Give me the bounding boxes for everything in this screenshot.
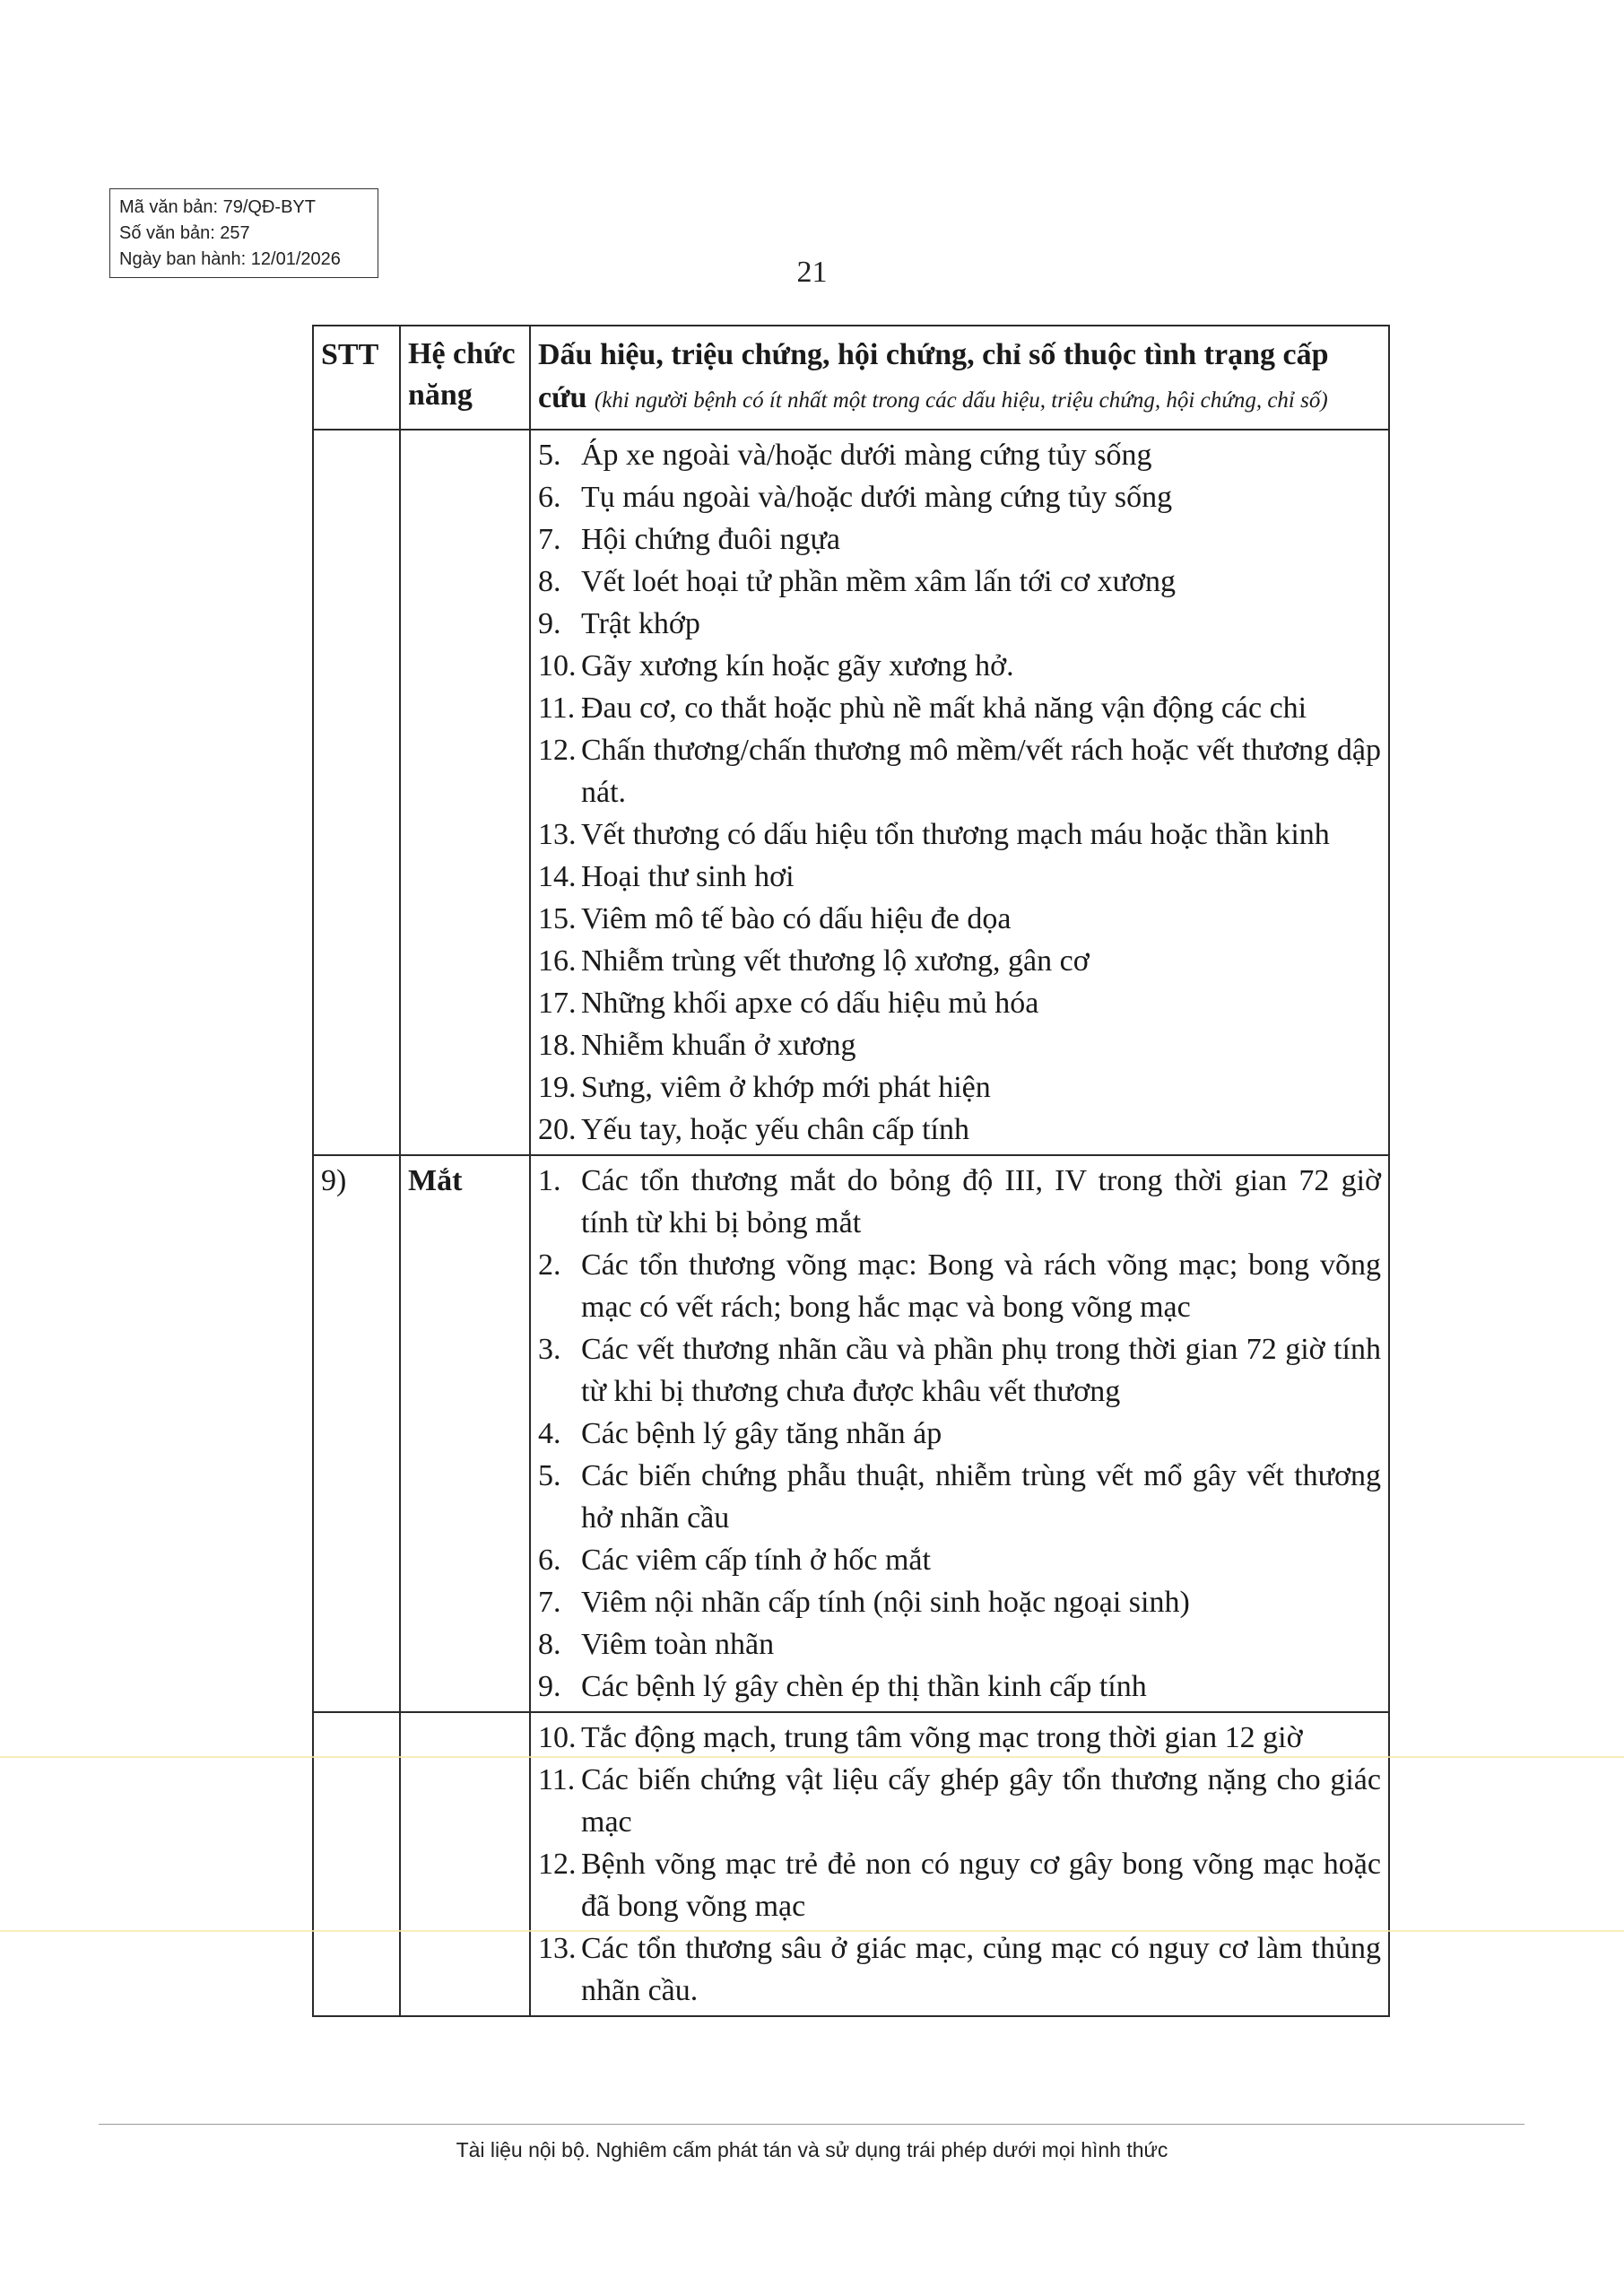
item-number: 6.	[538, 1544, 561, 1577]
item-number: 9.	[538, 1670, 561, 1703]
list-item	[538, 729, 1381, 813]
list-item	[538, 1413, 1381, 1455]
item-text: Các tổn thương sâu ở giác mạc, củng mạc có nguy cơ làm thủng nhãn cầu.	[581, 1932, 1381, 2007]
header-signs-main: Dấu hiệu, triệu chứng, hội chứng, chỉ số thuộc tình trạng cấp cứu	[538, 338, 1329, 414]
list-item	[538, 1455, 1381, 1539]
item-text: Vết thương có dấu hiệu tổn thương mạch máu hoặc thần kinh	[581, 818, 1330, 851]
item-number: 3.	[538, 1333, 561, 1366]
item-text: Nhiễm trùng vết thương lộ xương, gân cơ	[581, 944, 1090, 978]
item-text: Tắc động mạch, trung tâm võng mạc trong thời gian 12 giờ	[581, 1721, 1303, 1754]
item-number: 16.	[538, 944, 577, 978]
header-signs	[530, 326, 1389, 430]
item-number: 9.	[538, 607, 561, 640]
list-item	[538, 1927, 1381, 2012]
item-number: 4.	[538, 1417, 561, 1450]
list-item	[538, 561, 1381, 603]
list-item	[538, 434, 1381, 476]
list-item	[538, 645, 1381, 687]
item-number: 10.	[538, 649, 577, 683]
issue-date: Ngày ban hành: 12/01/2026	[119, 249, 341, 269]
item-number: 13.	[538, 1932, 577, 1965]
table-row-eye	[313, 1155, 1389, 1712]
eye-signs-cell	[530, 1155, 1389, 1712]
header-signs-note: (khi người bệnh có ít nhất một trong các dấu hiệu, triệu chứng, hội chứng, chỉ số)	[594, 388, 1328, 413]
item-number: 11.	[538, 1763, 576, 1796]
footer-divider	[99, 2124, 1524, 2125]
continued-system-cell	[400, 430, 530, 1155]
item-number: 20.	[538, 1113, 577, 1146]
list-item	[538, 1328, 1381, 1413]
item-text: Viêm nội nhãn cấp tính (nội sinh hoặc ngoại sinh)	[581, 1586, 1190, 1619]
eye-signs-list	[538, 1160, 1381, 1708]
list-item	[538, 1717, 1381, 1759]
item-text: Các bệnh lý gây chèn ép thị thần kinh cấp tính	[581, 1670, 1147, 1703]
item-number: 8.	[538, 565, 561, 598]
continued-signs-list	[538, 434, 1381, 1151]
item-text: Yếu tay, hoặc yếu chân cấp tính	[581, 1113, 970, 1146]
list-item	[538, 1759, 1381, 1843]
item-number: 2.	[538, 1248, 561, 1282]
list-item	[538, 1066, 1381, 1109]
list-item	[538, 856, 1381, 898]
item-text: Trật khớp	[581, 607, 700, 640]
scan-artifact-line	[0, 1756, 1624, 1758]
list-item	[538, 476, 1381, 518]
item-number: 15.	[538, 902, 577, 935]
item-text: Nhiễm khuẩn ở xương	[581, 1029, 856, 1062]
list-item	[538, 1539, 1381, 1581]
list-item	[538, 1665, 1381, 1708]
list-item	[538, 982, 1381, 1024]
item-text: Chấn thương/chấn thương mô mềm/vết rách hoặc vết thương dập nát.	[581, 734, 1381, 809]
list-item	[538, 1623, 1381, 1665]
item-text: Các bệnh lý gây tăng nhãn áp	[581, 1417, 942, 1450]
list-item	[538, 1024, 1381, 1066]
item-text: Gãy xương kín hoặc gãy xương hở.	[581, 649, 1014, 683]
continued-stt-cell	[313, 430, 400, 1155]
item-number: 10.	[538, 1721, 577, 1754]
item-text: Viêm toàn nhãn	[581, 1628, 775, 1661]
header-system: Hệ chức năng	[400, 326, 530, 430]
item-text: Các vết thương nhãn cầu và phần phụ trong thời gian 72 giờ tính từ khi bị thương chưa được khâu vết thương	[581, 1333, 1381, 1408]
scan-artifact-line	[0, 1930, 1624, 1932]
item-text: Hoại thư sinh hơi	[581, 860, 795, 893]
item-text: Các tổn thương mắt do bỏng độ III, IV trong thời gian 72 giờ tính từ khi bị bỏng mắt	[581, 1164, 1381, 1239]
list-item	[538, 687, 1381, 729]
item-number: 18.	[538, 1029, 577, 1062]
emergency-criteria-table	[312, 325, 1390, 2017]
table-header-row	[313, 326, 1389, 430]
item-number: 14.	[538, 860, 577, 893]
item-number: 6.	[538, 481, 561, 514]
list-item	[538, 603, 1381, 645]
item-text: Viêm mô tế bào có dấu hiệu đe dọa	[581, 902, 1012, 935]
list-item	[538, 1160, 1381, 1244]
eye-system-cell: Mắt	[400, 1155, 530, 1712]
list-item	[538, 1843, 1381, 1927]
list-item	[538, 813, 1381, 856]
item-text: Những khối apxe có dấu hiệu mủ hóa	[581, 987, 1039, 1020]
footer-notice: Tài liệu nội bộ. Nghiêm cấm phát tán và sử dụng trái phép dưới mọi hình thức	[456, 2138, 1168, 2161]
eye-continued-signs-list	[538, 1717, 1381, 2012]
item-text: Các biến chứng phẫu thuật, nhiễm trùng vết mổ gây vết thương hở nhãn cầu	[581, 1459, 1381, 1535]
item-number: 7.	[538, 523, 561, 556]
item-number: 12.	[538, 734, 577, 767]
item-text: Áp xe ngoài và/hoặc dưới màng cứng tủy sống	[581, 439, 1152, 472]
item-text: Đau cơ, co thắt hoặc phù nề mất khả năng vận động các chi	[581, 691, 1307, 725]
list-item	[538, 518, 1381, 561]
doc-number: Số văn bản: 257	[119, 223, 250, 243]
item-text: Các viêm cấp tính ở hốc mắt	[581, 1544, 931, 1577]
list-item	[538, 1244, 1381, 1328]
item-number: 5.	[538, 439, 561, 472]
item-text: Tụ máu ngoài và/hoặc dưới màng cứng tủy sống	[581, 481, 1173, 514]
item-number: 1.	[538, 1164, 561, 1197]
list-item	[538, 1109, 1381, 1151]
item-text: Bệnh võng mạc trẻ đẻ non có nguy cơ gây bong võng mạc hoặc đã bong võng mạc	[581, 1848, 1381, 1923]
item-text: Các biến chứng vật liệu cấy ghép gây tổn thương nặng cho giác mạc	[581, 1763, 1381, 1839]
header-stt: STT	[313, 326, 400, 430]
list-item	[538, 940, 1381, 982]
list-item	[538, 898, 1381, 940]
item-text: Vết loét hoại tử phần mềm xâm lấn tới cơ xương	[581, 565, 1176, 598]
list-item	[538, 1581, 1381, 1623]
continued-signs-cell	[530, 430, 1389, 1155]
item-number: 13.	[538, 818, 577, 851]
item-number: 8.	[538, 1628, 561, 1661]
item-number: 7.	[538, 1586, 561, 1619]
item-number: 5.	[538, 1459, 561, 1492]
item-number: 12.	[538, 1848, 577, 1881]
item-text: Sưng, viêm ở khớp mới phát hiện	[581, 1071, 991, 1104]
doc-code: Mã văn bản: 79/QĐ-BYT	[119, 197, 316, 217]
page-number: 21	[796, 256, 828, 289]
table-row-continued	[313, 430, 1389, 1155]
eye-stt-cell: 9)	[313, 1155, 400, 1712]
item-number: 11.	[538, 691, 576, 725]
item-text: Hội chứng đuôi ngựa	[581, 523, 840, 556]
item-number: 19.	[538, 1071, 577, 1104]
item-number: 17.	[538, 987, 577, 1020]
item-text: Các tổn thương võng mạc: Bong và rách võng mạc; bong võng mạc có vết rách; bong hắc mạc và bong võng mạc	[581, 1248, 1381, 1324]
